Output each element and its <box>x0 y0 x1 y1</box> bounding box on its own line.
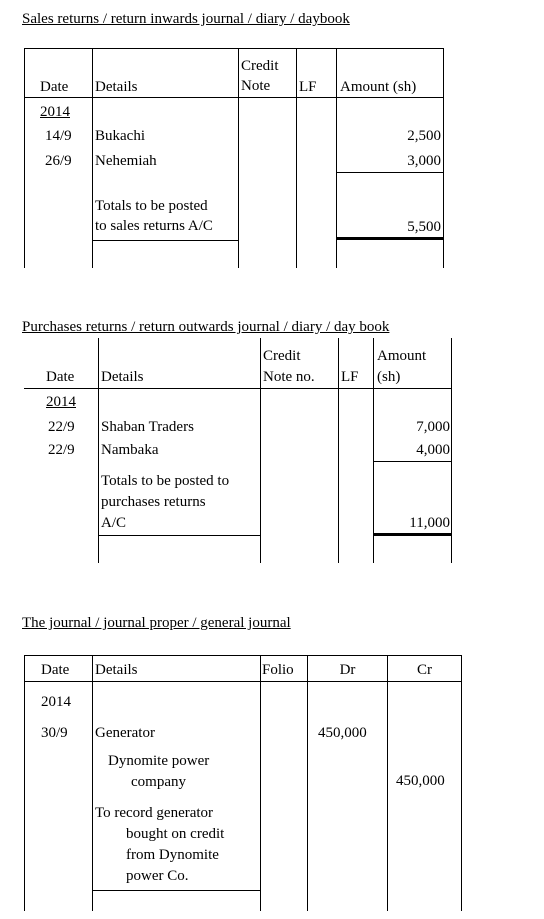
header-credit-note-2: Note <box>241 78 271 94</box>
year-label: 2014 <box>46 394 76 410</box>
header-credit-note: Credit <box>263 348 301 364</box>
header-details: Details <box>95 79 138 95</box>
row-details: Shaban Traders <box>101 419 194 435</box>
credit-account-2: company <box>131 774 186 790</box>
general-journal-heading: The journal / journal proper / general journal <box>22 615 291 631</box>
cr-amount: 450,000 <box>396 773 445 789</box>
header-dr: Dr <box>339 662 356 678</box>
narration: from Dynomite <box>126 847 219 863</box>
purchases-returns-heading: Purchases returns / return outwards journal / diary / day book <box>22 319 390 335</box>
header-lf: LF <box>299 79 317 95</box>
year-label: 2014 <box>41 694 71 710</box>
row-details: Nambaka <box>101 442 159 458</box>
totals-text: purchases returns <box>101 494 206 510</box>
totals-text: Totals to be posted <box>95 198 208 214</box>
totals-text: A/C <box>101 515 127 531</box>
header-amount: Amount <box>377 348 427 364</box>
header-details: Details <box>101 369 144 385</box>
row-details: Bukachi <box>95 128 145 144</box>
row-date: 22/9 <box>48 442 75 458</box>
credit-account: Dynomite power <box>108 753 210 769</box>
header-amount-unit: (sh) <box>377 369 401 385</box>
row-amount: 3,000 <box>407 153 441 169</box>
header-cr: Cr <box>417 662 432 678</box>
header-folio: Folio <box>262 662 294 678</box>
narration: To record generator <box>95 805 214 821</box>
total-amount: 5,500 <box>407 219 441 235</box>
dr-amount: 450,000 <box>318 725 367 741</box>
year-label: 2014 <box>40 104 70 120</box>
row-date: 26/9 <box>45 153 72 169</box>
header-date: Date <box>40 79 69 95</box>
header-lf: LF <box>341 369 359 385</box>
row-amount: 4,000 <box>416 442 450 458</box>
header-amount: Amount (sh) <box>340 79 417 95</box>
row-amount: 2,500 <box>407 128 441 144</box>
narration: bought on credit <box>126 826 225 842</box>
row-date: 14/9 <box>45 128 72 144</box>
total-amount: 11,000 <box>409 515 450 531</box>
totals-text: to sales returns A/C <box>95 218 213 234</box>
header-date: Date <box>46 369 75 385</box>
narration: power Co. <box>126 868 189 884</box>
row-amount: 7,000 <box>416 419 450 435</box>
row-date: 22/9 <box>48 419 75 435</box>
header-credit-note-2: Note no. <box>263 369 315 385</box>
row-details: Nehemiah <box>95 153 157 169</box>
header-credit-note: Credit <box>241 58 279 74</box>
totals-text: Totals to be posted to <box>101 473 230 489</box>
entry-date: 30/9 <box>41 725 68 741</box>
debit-account: Generator <box>95 725 155 741</box>
sales-returns-heading: Sales returns / return inwards journal / diary / daybook <box>22 11 350 27</box>
header-details: Details <box>95 662 138 678</box>
header-date: Date <box>41 662 70 678</box>
